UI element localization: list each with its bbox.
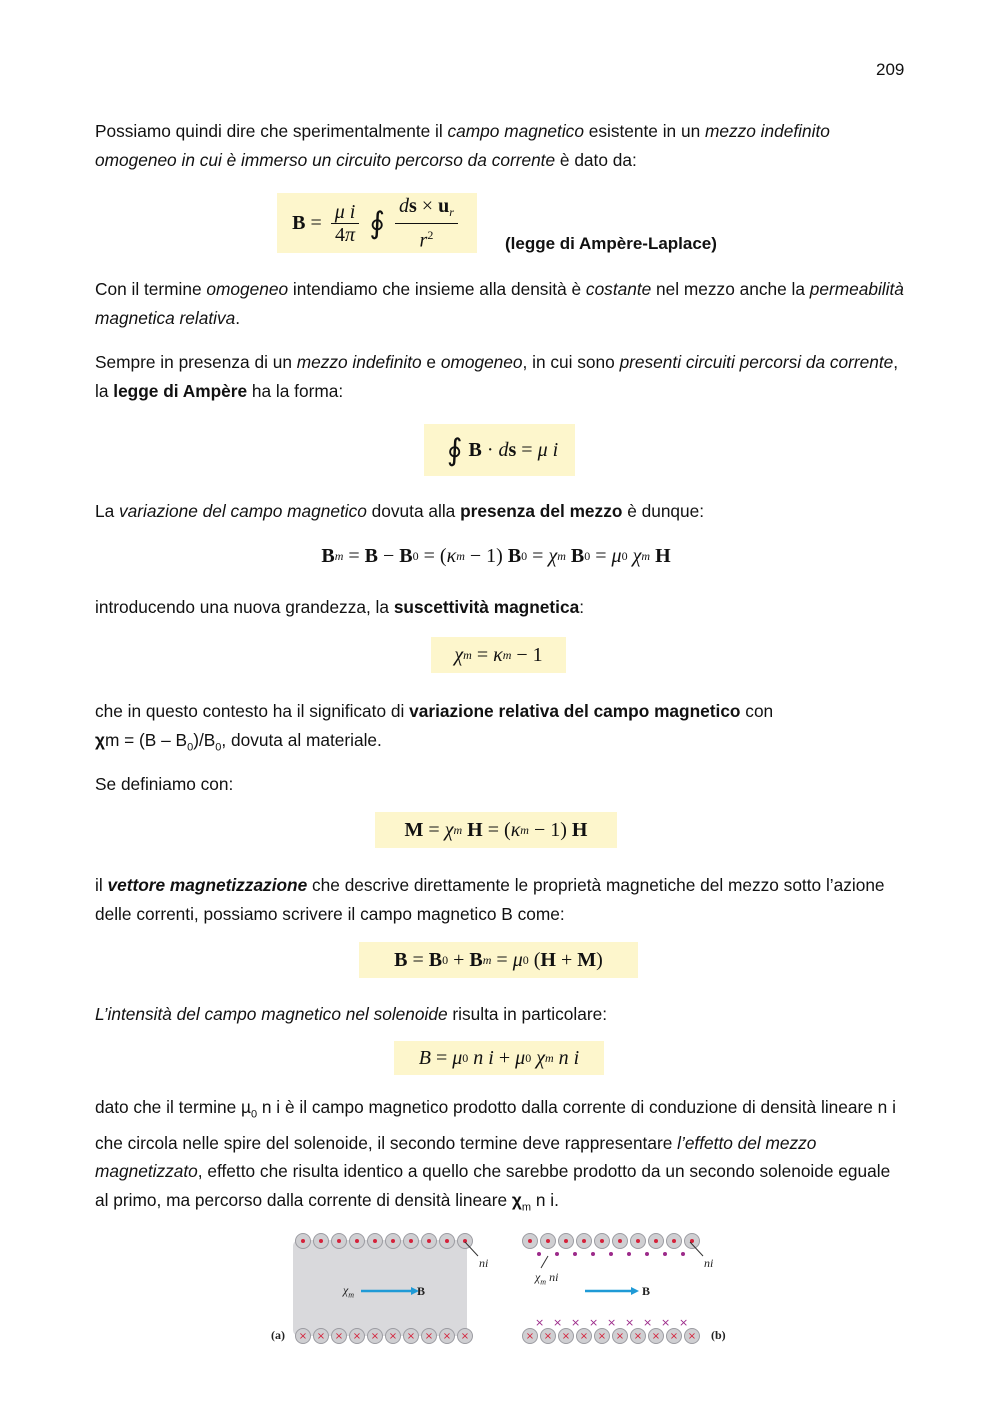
winding-in: ×	[630, 1328, 646, 1344]
magnetization-cross: ×	[571, 1316, 581, 1329]
winding-in: ×	[331, 1328, 347, 1344]
winding-in: ×	[648, 1328, 664, 1344]
winding-in: ×	[576, 1328, 592, 1344]
winding-in: ×	[540, 1328, 556, 1344]
page-number: 209	[876, 60, 905, 79]
solenoid-figure	[265, 1222, 735, 1352]
paragraph-8: il vettore magnetizzazione che descrive direttamente le proprietà magnetiche del mezzo sotto l’azione delle correnti, possiamo scrivere il campo magnetico B come:	[95, 875, 885, 924]
paragraph-3: Sempre in presenza di un mezzo indefinito e omogeneo, in cui sono presenti circuiti percorsi da corrente, la legge di Ampère ha la forma:	[95, 352, 899, 401]
b-arrow-b-head	[631, 1287, 639, 1295]
winding-in: ×	[594, 1328, 610, 1344]
total-field-equation: B = B 0 + B m = μ 0 ( H + M )	[359, 942, 638, 978]
paragraph-7: Se definiamo con:	[95, 774, 234, 794]
chi-ni-leader-b	[541, 1256, 548, 1268]
ampere-laplace-equation: B = $\frac{\text{μ i}}{4\pi}$ ∮ $\frac{ds \times u_r}{r^2}$	[277, 193, 477, 253]
winding-in: ×	[522, 1328, 538, 1344]
winding-in: ×	[295, 1328, 311, 1344]
chi-ni-label-b: $\chi_m$ ni	[535, 1270, 559, 1287]
winding-in: ×	[385, 1328, 401, 1344]
paragraph-9: L’intensità del campo magnetico nel solenoide risulta in particolare:	[95, 1004, 608, 1024]
winding-in: ×	[421, 1328, 437, 1344]
winding-in: ×	[457, 1328, 473, 1344]
magnetization-cross: ×	[535, 1316, 545, 1329]
magnetization-cross: ×	[661, 1316, 671, 1329]
solenoid-field-equation: B = μ 0 n i + μ 0 χ m n i	[394, 1041, 604, 1075]
figure-label-a: (a)	[271, 1328, 285, 1342]
ni-label-a: ni	[479, 1256, 489, 1270]
magnetization-equation: M = χ m H = ( κ m − 1) H	[375, 812, 617, 848]
winding-in: ×	[558, 1328, 574, 1344]
winding-in: ×	[684, 1328, 700, 1344]
figure-lines	[265, 1222, 735, 1352]
magnetization-cross: ×	[625, 1316, 635, 1329]
ni-leader-a	[465, 1242, 478, 1256]
winding-in: ×	[403, 1328, 419, 1344]
winding-in: ×	[612, 1328, 628, 1344]
winding-in: ×	[349, 1328, 365, 1344]
ni-leader-b	[690, 1242, 703, 1256]
chi-label-a: $\chi_m$	[343, 1283, 355, 1300]
ampere-law-equation: ∮ B · d s = μ i	[424, 424, 575, 476]
winding-in: ×	[439, 1328, 455, 1344]
winding-in: ×	[367, 1328, 383, 1344]
magnetization-cross: ×	[553, 1316, 563, 1329]
paragraph-1: Possiamo quindi dire che sperimentalmente il campo magnetico esistente in un mezzo indefinito omogeneo in cui è immerso un circuito percorso da corrente è dato da:	[95, 121, 830, 170]
paragraph-6: che in questo contesto ha il significato di variazione relativa del campo magnetico con $\chi m = (B - B_0)/B_0$, dovuta al materiale.	[95, 701, 774, 753]
susceptibility-equation: χ m = κ m − 1	[431, 637, 566, 673]
paragraph-4: La variazione del campo magnetico dovuta alla presenza del mezzo è dunque:	[95, 501, 705, 521]
winding-in: ×	[666, 1328, 682, 1344]
magnetization-cross: ×	[643, 1316, 653, 1329]
law-label: (legge di Ampère-Laplace)	[505, 234, 717, 253]
magnetization-cross: ×	[589, 1316, 599, 1329]
figure-label-b: (b)	[711, 1328, 726, 1342]
paragraph-10: dato che il termine µ$_0$ n i è il campo magnetico prodotto dalla corrente di conduzione di densità lineare n i che circola nelle spire del solenoide, il secondo termine deve rappresentare l’effetto del mezzo magnetizzato, effetto che risulta identico a quello che sarebbe prodotto da un secondo solenoide eguale al primo, ma percorso dalla corrente di densità lineare $\chi_m$ n i.	[95, 1097, 896, 1214]
field-variation-equation: B m = B − B 0 = ( κ m − 1) B 0 = χ m B 0 = μ 0 χ m H	[321, 544, 671, 567]
b-label-a: B	[417, 1284, 426, 1298]
winding-in: ×	[313, 1328, 329, 1344]
paragraph-5: introducendo una nuova grandezza, la suscettività magnetica:	[95, 597, 584, 617]
paragraph-2: Con il termine omogeneo intendiamo che insieme alla densità è costante nel mezzo anche la permeabilità magnetica relativa.	[95, 279, 904, 328]
b-label-b: B	[642, 1284, 651, 1298]
magnetization-cross: ×	[679, 1316, 689, 1329]
ni-label-b: ni	[704, 1256, 714, 1270]
magnetization-cross: ×	[607, 1316, 617, 1329]
